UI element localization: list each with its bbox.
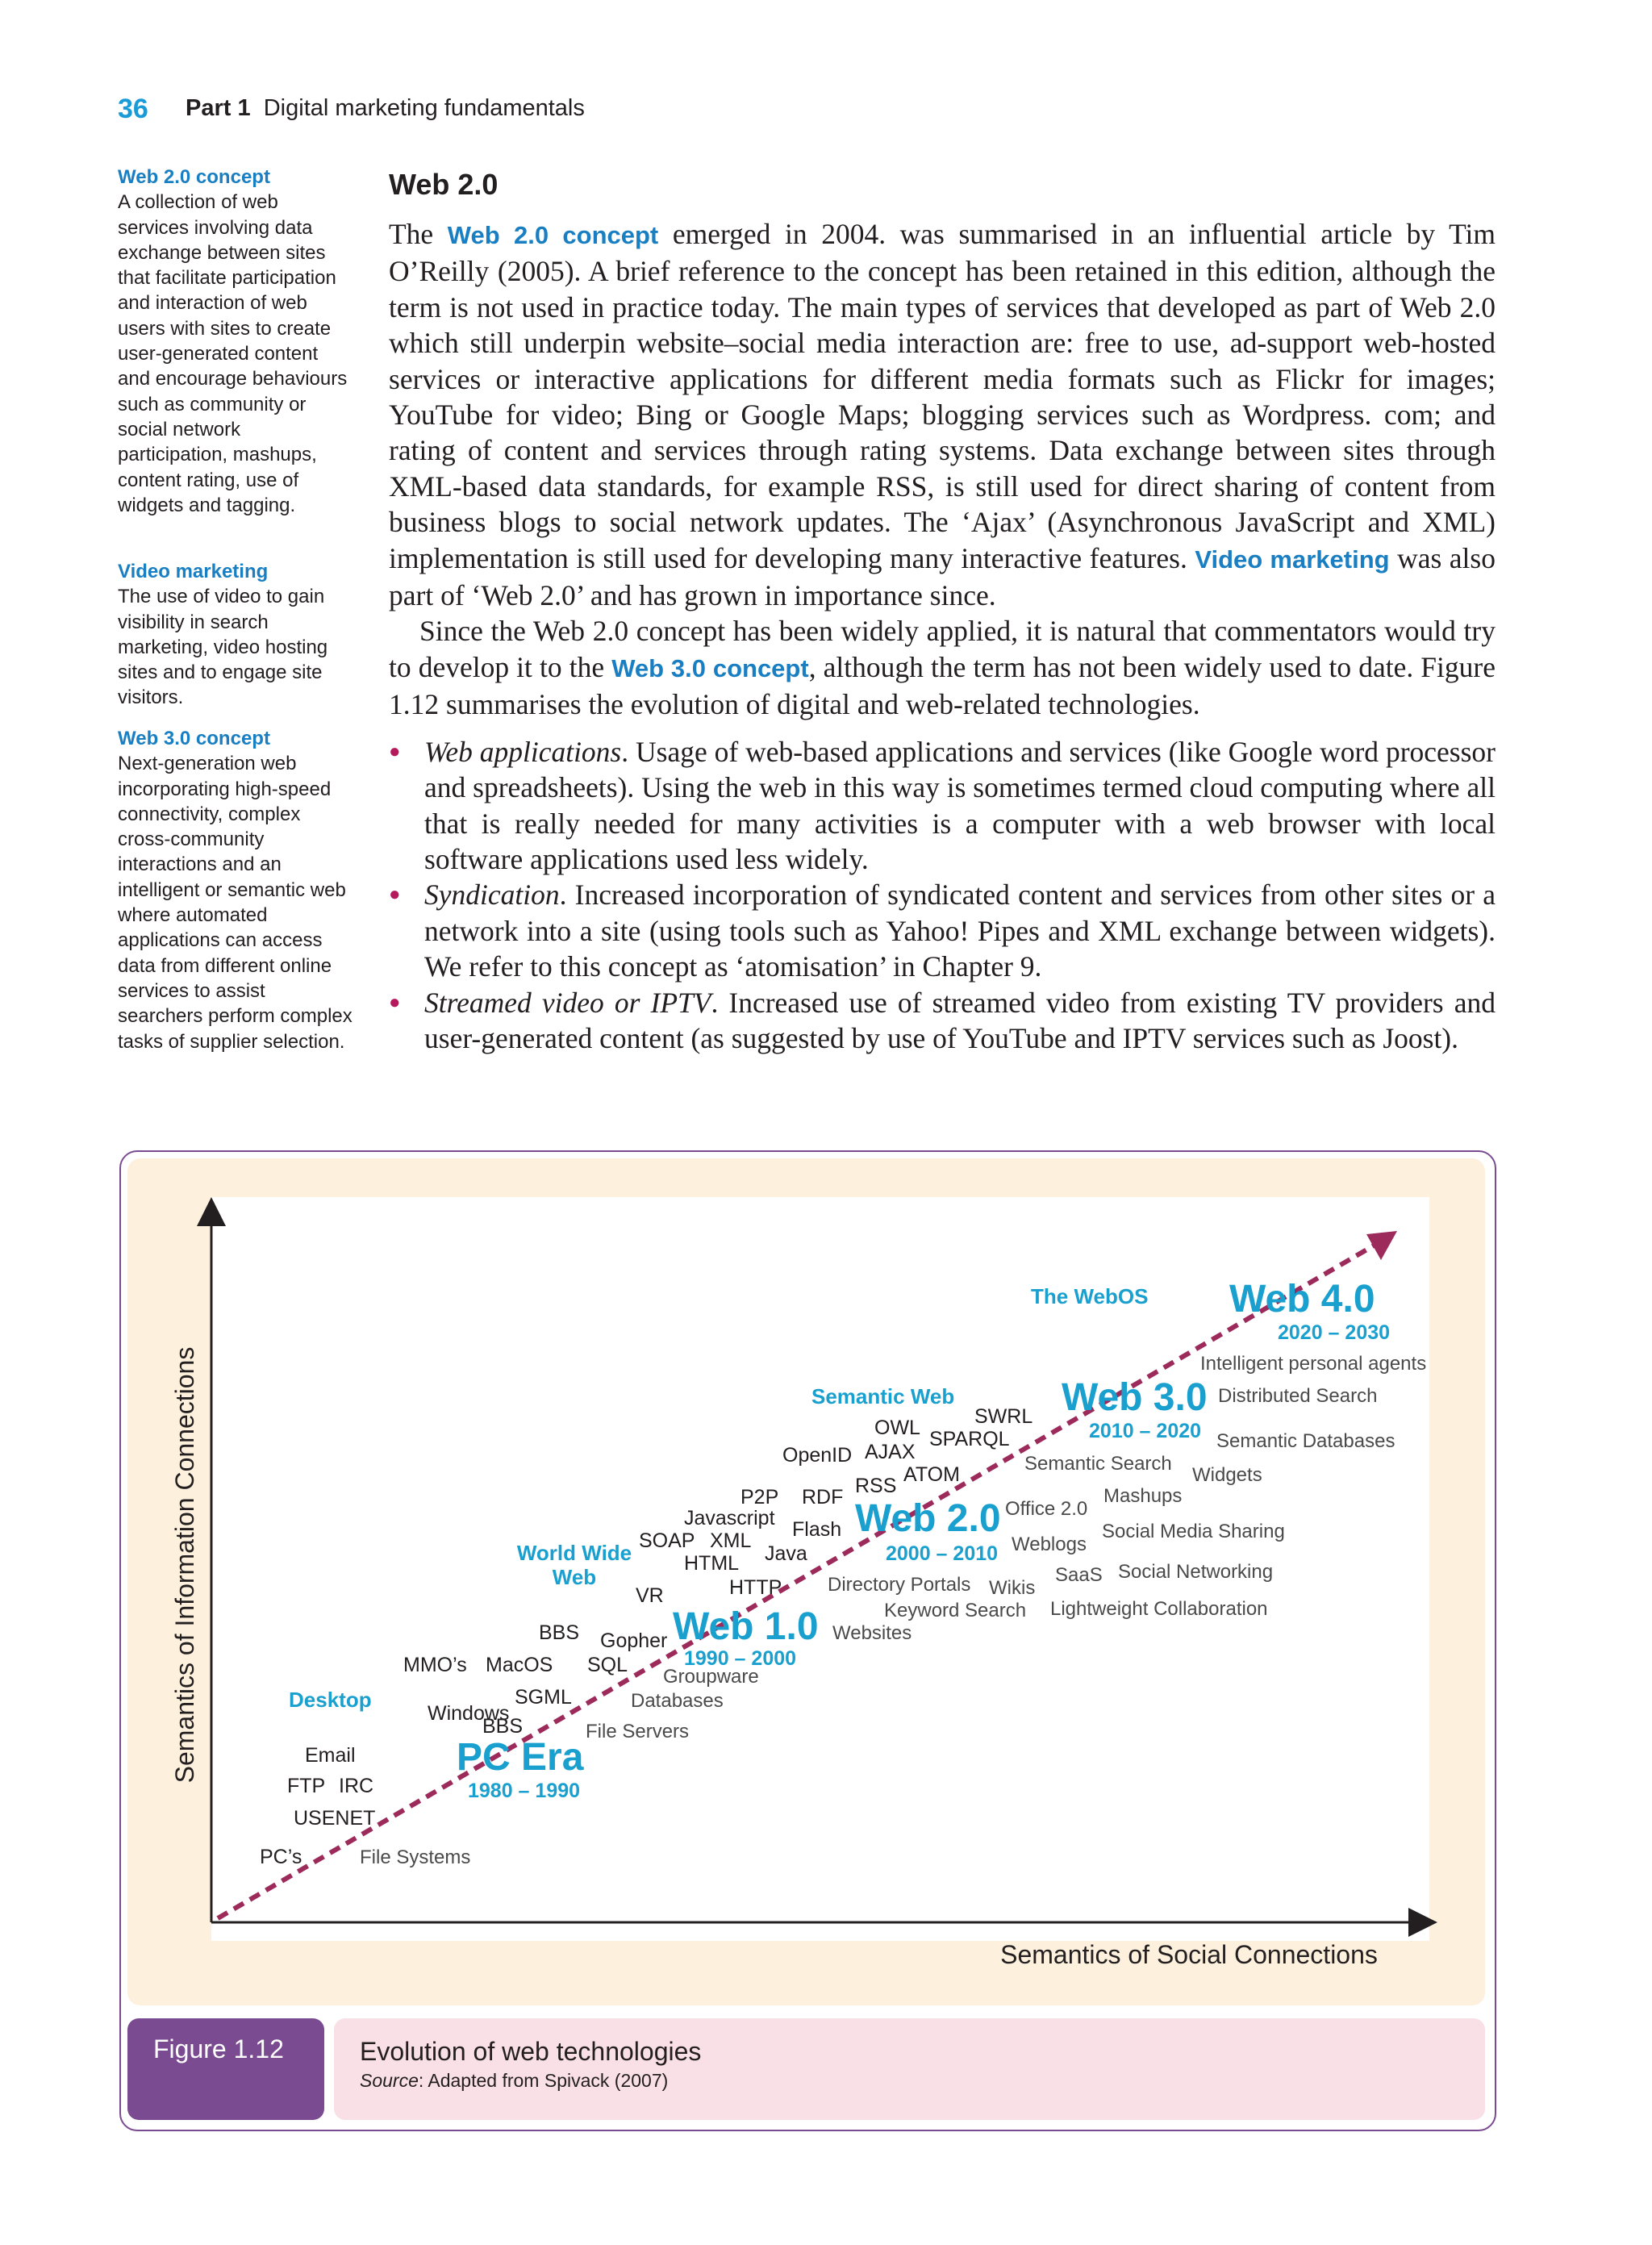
social-item: Mashups [1103,1485,1183,1507]
social-item: Social Networking [1118,1561,1274,1583]
era-web4-years: 2020 – 2030 [1278,1321,1391,1344]
era-pc-label: PC Era [457,1736,584,1779]
info-item: Gopher [600,1630,668,1652]
glossary-term: Web 2.0 concept [118,166,270,188]
text-run: was also part of ‘Web 2.0’ and has grown in importance since. [389,541,1496,612]
page-number: 36 [118,94,148,124]
info-item: OpenID [782,1444,853,1467]
info-item: BBS [482,1715,524,1738]
era-pc-years: 1980 – 1990 [468,1780,581,1802]
bullet-title: Web applications [424,735,622,768]
social-item: Weblogs [1012,1534,1087,1555]
social-item: File Systems [360,1846,471,1868]
bullet-title: Syndication [424,878,560,912]
social-item: SaaS [1055,1564,1103,1586]
section-heading: Web 2.0 [389,168,499,201]
glossary-definition: A collection of web services involving data exchange between sites that facilitate participation and interaction of web users with sites to create user-generated content and encourage behaviours such as community or social network participation, mashups, content rating, use of widgets and tagging. [118,191,348,516]
part-label: Part 1 [186,95,251,121]
era-web4-label: Web 4.0 [1229,1278,1375,1321]
category-webos: The WebOS [1031,1284,1149,1308]
part-title: Digital marketing fundamentals [263,95,585,121]
text-run: emerged in 2004. was summarised in an influential article by Tim O’Reilly (2005). A brief reference to the concept has been retained in this edition, although the term is not used in practice today. The main types of services that developed as part of Web 2.0 which still underpin website–social media interaction are: free to use, ad-support web-hosted services or interactive applications for different media formats such as Flickr for images; YouTube for video; Bing or Google Maps; blogging services such as Wordpress. com; and rating of content and services through rating systems. Data exchange between sites through XML-based data standards, for example RSS, is still used for direct sharing of content from business blogs to social network updates. The ‘Ajax’ (Asynchronous JavaScript and XML) implementation is still used for developing many interactive features. [389,218,1496,574]
caption-box [334,2018,1485,2120]
bullet-title: Streamed video or IPTV [424,986,711,1019]
social-item: Distributed Search [1218,1385,1378,1407]
text-run: The [389,218,448,250]
glossary-term: Video marketing [118,561,269,582]
info-item: VR [636,1584,664,1607]
figure-source [360,2070,668,2092]
social-item: Databases [631,1690,724,1712]
info-item: OWL [874,1417,920,1439]
social-item: Groupware [663,1666,759,1688]
info-item: MMO’s [403,1654,467,1676]
figure-number-badge [127,2018,324,2120]
trend-arrowhead [1366,1231,1397,1260]
social-item: Keyword Search [884,1600,1027,1621]
era-web3-label: Web 3.0 [1062,1376,1208,1419]
info-item: RSS [855,1475,897,1497]
era-web2-years: 2000 – 2010 [886,1542,999,1565]
category-semantic-web: Semantic Web [811,1384,955,1408]
figure-title: Evolution of web technologies [360,2037,702,2066]
info-item: SGML [515,1686,572,1709]
keyword-web20: Web 2.0 concept [447,221,659,249]
info-item: ATOM [903,1463,960,1486]
era-web1-years: 1990 – 2000 [684,1647,797,1670]
bullet-text: . Increased incorporation of syndicated content and services from other sites or a network into a site (using tools such as Yahoo! Pipes and XML exchange between widgets). We refer to this concept as ‘atomisation’ in Chapter 9. [424,878,1496,983]
info-item: HTTP [729,1576,782,1599]
figure-number: Figure 1.12 [153,2034,284,2063]
category-desktop: Desktop [289,1688,372,1712]
glossary-definition: The use of video to gain visibility in search marketing, video hosting sites and to engage site visitors. [118,586,328,709]
social-item: Semantic Search [1024,1453,1172,1475]
keyword-web30: Web 3.0 concept [611,653,809,682]
text-run: , although the term has not been widely used to date. Figure 1.12 summarises the evolution of digital and web-related technologies. [389,650,1496,721]
social-item: Widgets [1192,1464,1262,1486]
info-item: Java [765,1542,807,1565]
era-web3-years: 2010 – 2020 [1089,1420,1202,1442]
info-item: XML [710,1529,752,1552]
social-item: Directory Portals [828,1574,971,1596]
info-item: PC’s [260,1846,302,1868]
info-item: FTP [287,1775,326,1797]
glossary-definition: Next-generation web incorporating high-speed connectivity, complex cross-community interactions and an intelligent or semantic web where automated applications can access data from different online services to assist searchers perform complex tasks of supplier selection. [118,753,353,1053]
glossary-term: Web 3.0 concept [118,728,270,749]
info-item: IRC [339,1775,374,1797]
info-item: P2P [740,1486,779,1508]
info-item: MacOS [486,1654,553,1676]
source-label: Source [360,2070,419,2091]
source-text: : Adapted from Spivack (2007) [418,2070,669,2091]
social-item: File Servers [586,1721,690,1742]
info-item: SOAP [639,1529,695,1552]
era-web1-label: Web 1.0 [673,1605,819,1648]
category-world-wide-web: World Wide Web [516,1541,632,1589]
x-axis-label: Semantics of Social Connections [1000,1940,1378,1969]
info-item: Windows [428,1702,510,1725]
info-item: HTML [684,1552,740,1575]
era-web2-label: Web 2.0 [855,1497,1001,1540]
info-item: Flash [792,1518,842,1541]
bullet-text: . Increased use of streamed video from existing TV providers and user-generated content (as suggested by use of YouTube and IPTV services such as Joost). [424,986,1496,1054]
social-item: Wikis [989,1577,1036,1599]
social-item: Social Media Sharing [1102,1521,1285,1542]
information-items [260,1405,1032,1868]
info-item: Email [305,1744,356,1767]
info-item: AJAX [865,1441,916,1463]
y-axis-label: Semantics of Information Connections [170,1346,199,1784]
info-item: Javascript [684,1507,775,1529]
social-item: Semantic Databases [1216,1430,1395,1452]
info-item: SPARQL [929,1428,1010,1450]
bullet-text: . Usage of web-based applications and services (like Google word processor and spreadsheets). Using the web in this way is sometimes termed cloud computing where all that is really needed for many activities is a computer with a web browser with local software applications used less widely. [424,735,1496,875]
social-item: Intelligent personal agents [1200,1353,1427,1375]
info-item: RDF [802,1486,844,1508]
social-item: Lightweight Collaboration [1050,1598,1268,1620]
info-item: USENET [294,1807,376,1830]
social-item: Websites [832,1622,912,1644]
info-item: SQL [587,1654,628,1676]
text-run: Since the Web 2.0 concept has been widely applied, it is natural that commentators would try to develop it to the [389,615,1496,683]
keyword-video-marketing: Video marketing [1195,545,1390,574]
info-item: BBS [539,1621,580,1644]
info-item: SWRL [974,1405,1033,1428]
social-item: Office 2.0 [1005,1498,1088,1520]
